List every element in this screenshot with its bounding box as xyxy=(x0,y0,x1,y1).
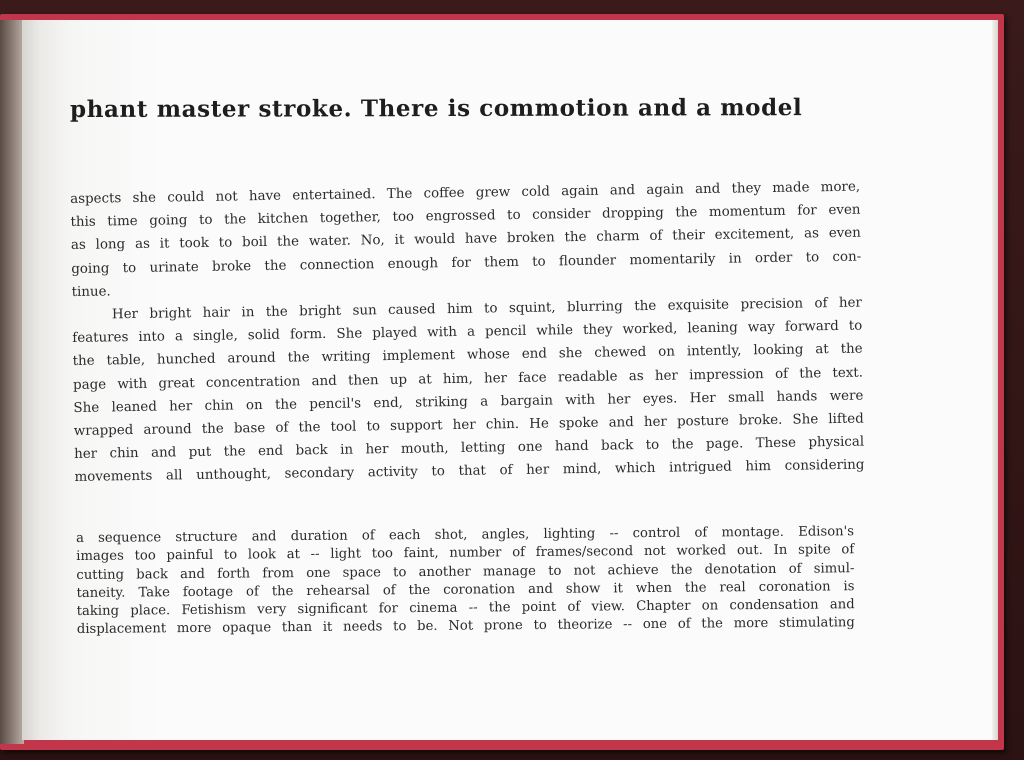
notes-passage xyxy=(76,523,855,640)
passage-line: going to urinate broke the connection enough for them to flounder momentarily in order to con- xyxy=(71,249,862,277)
notes-line: displacement more opaque than it needs to be. Not prone to theorize -- one of the more stimulating xyxy=(76,615,855,638)
passage-line: Her bright hair in the bright sun caused him to squint, blurring the exquisite precision of her xyxy=(111,295,863,323)
notes-line: cutting back and forth from one space to another manage to not achieve the denotation of simul- xyxy=(76,560,855,583)
passage-line: tinue. xyxy=(71,284,111,300)
page-edge xyxy=(992,20,998,740)
notes-line: images too painful to look at -- light too faint, number of frames/second not worked out. In spite of xyxy=(76,542,855,565)
passage-line: as long as it took to boil the water. No, it would have broken the charm of their excitement, as even xyxy=(70,225,861,254)
passage-line: the table, hunched around the writing implement whose end she chewed on intently, looking at the xyxy=(72,341,863,370)
passage-line: this time going to the kitchen together, too engrossed to consider dropping the momentum for even xyxy=(70,202,861,231)
passage-line: movements all unthought, secondary activity to that of her mind, which intrigued him considering xyxy=(74,457,865,486)
passage-line: features into a single, solid form. She played with a pencil while they worked, leaning way forward to xyxy=(72,318,863,347)
notes-line: taneity. Take footage of the rehearsal of the coronation and show it when the real coronation is xyxy=(76,579,855,601)
narrative-passage xyxy=(70,176,865,490)
book-page xyxy=(22,20,998,740)
passage-line: page with great concentration and then up at him, her face readable as her impression of the text. xyxy=(72,365,864,393)
passage-line: her chin and put the end back in her mouth, letting one hand back to the page. These physical xyxy=(74,434,865,463)
notes-line: taking place. Fetishism very significant for cinema -- the point of view. Chapter on condensation and xyxy=(76,597,855,620)
passage-line: wrapped around the base of the tool to support her chin. He spoke and her posture broke. She lifted xyxy=(73,411,864,440)
page-gutter xyxy=(0,20,24,744)
notes-line: a sequence structure and duration of each shot, angles, lighting -- control of montage. Edison's xyxy=(76,524,855,546)
passage-line: She leaned her chin on the pencil's end, striking a bargain with her eyes. Her small hands were xyxy=(73,388,864,416)
top-text-line: phant master stroke. There is commotion and a model xyxy=(70,94,803,123)
passage-line: aspects she could not have entertained. The coffee grew cold again and again and they made more, xyxy=(70,179,861,207)
